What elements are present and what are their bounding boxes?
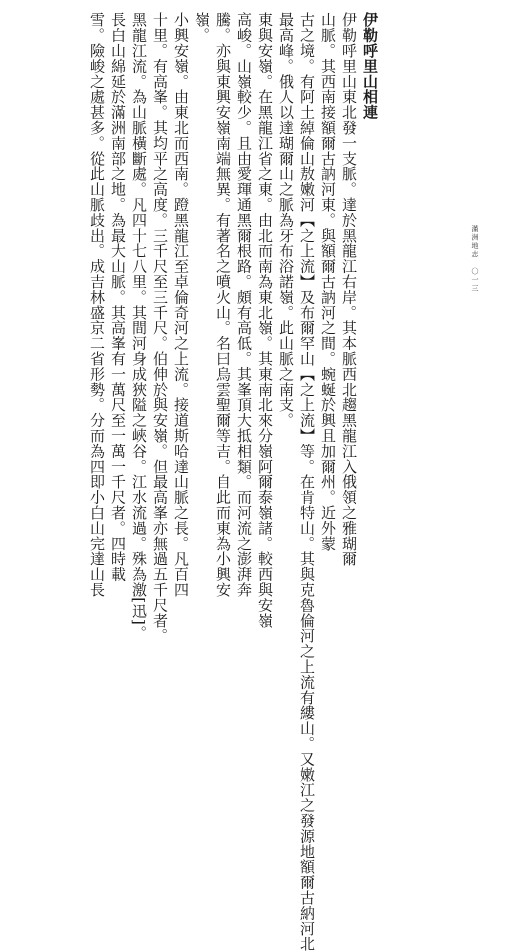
text-column-10: 十里。有高峯。其均平之高度。三千尺至三千尺。伯伸於與安嶺。但最高峯亦無過五千尺者。 bbox=[151, 12, 169, 644]
section-heading: 伊勒呼里山相連 bbox=[361, 12, 379, 120]
text-column-6: 高峻。山嶺較少。且由愛琿通黑爾根路。頗有高低。其峯頂大抵相類。而河流之澎湃奔 bbox=[235, 12, 253, 598]
vertical-text-block bbox=[88, 12, 379, 951]
text-column-12: 長白山綿延於滿洲南部之地。為最大山脈。其高峯有一萬尺至一萬一千尺者。四時載 bbox=[109, 12, 127, 582]
page-number-footer: 滿洲地志 〇一三 bbox=[471, 225, 479, 293]
text-column-13: 雪。險峻之處甚多。從此山脈歧出。成吉林盛京二省形勢。分而為四即小白山完達山長 bbox=[88, 12, 106, 598]
text-column-3: 古之境。有阿土綽倫山敖嫩河【之上流】及布爾罕山【之上流】等。在肯特山。其與克魯倫河之上流有縷山。又嫩江之發源地額爾古納河北 bbox=[298, 12, 316, 951]
text-column-1: 伊勒呼里山東北發一支脈。達於黑龍江右岸。其本脈西北趨黑龍江入俄領之雅瑚爾 bbox=[340, 12, 358, 567]
text-column-5: 東與安嶺。在黑龍江省之東。由北而南為東北嶺。其東南北來分嶺阿爾泰嶺諸。較西與安嶺 bbox=[256, 12, 274, 628]
text-column-11: 黑龍江流。為山脈橫斷處。凡四十七八里。其間河身成狹隘之峽谷。江水流過。殊為激[迅]。 bbox=[130, 12, 148, 641]
text-column-8: 嶺。 bbox=[193, 12, 211, 43]
text-column-7: 騰。亦與東興安嶺南端無異。有著名之噴火山。名曰烏雲聖爾等吉。自此而東為小興安 bbox=[214, 12, 232, 598]
text-column-4: 最高峰。俄人以達瑚爾山之脈為牙布浴諾嶺。此山脈之南支。 bbox=[277, 12, 295, 428]
text-column-2: 山脈。其西南接額爾古訥河東。與額爾古訥河之間。蜿蜒於興且加爾州。近外蒙 bbox=[319, 12, 337, 551]
text-column-9: 小興安嶺。由東北而西南。蹬黑龍江至卓倫奇河之上流。接道斯哈達山脈之長。凡百四 bbox=[172, 12, 190, 598]
